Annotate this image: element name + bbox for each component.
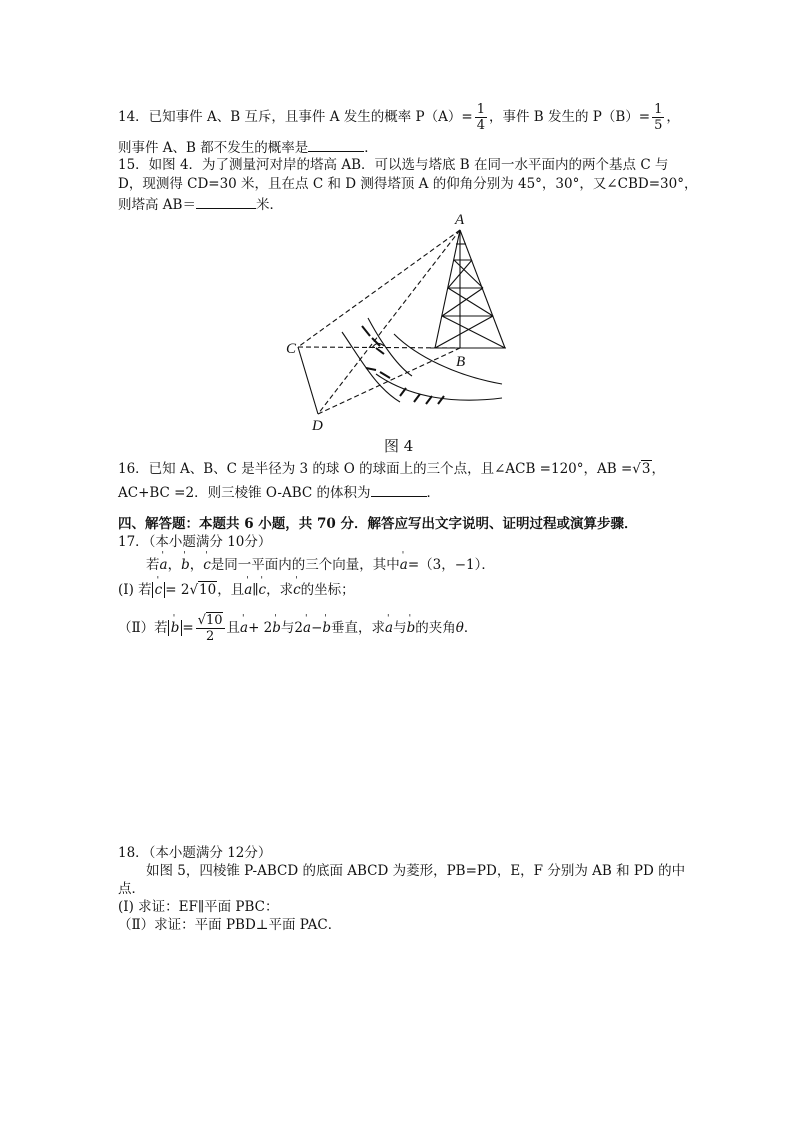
vector-a-2: ' a [400, 556, 408, 574]
q15-line1: 15．如图 4．为了测量河对岸的塔高 AB．可以选与塔底 B 在同一水平面内的两个基点 C 与 [118, 157, 669, 173]
q16-text-3: AC+BC =2．则三棱锥 O-ABC 的体积为 [118, 485, 371, 501]
q15-answer-blank[interactable] [196, 194, 256, 209]
q18-header: 18．（本小题满分 12分） [118, 845, 272, 861]
q15-line3 [118, 194, 283, 214]
q15-line2: D，现测得 CD=30 米，且在点 C 和 D 测得塔顶 A 的仰角分别为 45°，30°，又∠CBD=30°， [118, 176, 698, 192]
vector-b: ' b [181, 556, 190, 574]
line-AD [318, 230, 460, 414]
q17-sqrt10: √10 [189, 582, 217, 598]
section4-heading: 四、解答题：本题共 6 小题，共 70 分．解答应写出文字说明、证明过程或演算步骤． [118, 516, 638, 532]
q17-p1-label: (I) 若 [118, 582, 152, 598]
q17-p2-den: 2 [196, 628, 225, 644]
q14-fraction-pb [652, 102, 664, 133]
q17-p2-a2: ' a [303, 609, 311, 647]
q17-p2-eq: = [182, 620, 194, 636]
river-bank-right [394, 334, 502, 384]
vector-c: ' c [203, 556, 211, 574]
q17-abs-b [168, 620, 183, 636]
q14-frac2-num: 1 [654, 102, 663, 117]
q17-p1-c3: ' c [293, 581, 301, 599]
q16-answer-blank[interactable] [371, 482, 427, 497]
line-AC [298, 230, 460, 347]
q17-sqrt10-val: 10 [199, 582, 217, 598]
tower-diagram [280, 208, 520, 458]
line-CD [298, 347, 318, 414]
figure-4 [280, 208, 520, 462]
q14-line1 [118, 100, 680, 134]
q14-text-2: ，事件 B 发生的 P（B）= [488, 109, 651, 125]
q17-p1-a: ' a [244, 581, 252, 599]
q17-p2-num-val: 10 [205, 613, 223, 628]
q17-p2-b4: ' b [407, 609, 416, 647]
q17-stem-mid: 是同一平面内的三个向量，其中 [210, 557, 400, 573]
q17-p2-period: ． [463, 620, 478, 636]
q15-text-3: 则塔高 AB＝ [118, 197, 196, 213]
q17-p1-eq: = 2 [165, 582, 190, 598]
q17-p2-theta: θ [455, 620, 464, 636]
q17-p2-b3: ' b [322, 609, 331, 647]
q17-abs-c [152, 582, 166, 598]
q14-answer-blank[interactable] [308, 137, 364, 152]
q16-text-1: 16．已知 A、B、C 是半径为 3 的球 O 的球面上的三个点，且∠ACB =120°，AB = [118, 461, 633, 477]
label-A: A [455, 212, 465, 228]
label-B: B [456, 354, 466, 370]
q17-p1-par: ∥ [252, 582, 259, 598]
q17-p1-c: ' c [155, 582, 163, 598]
q17-p2-num: √10 [197, 613, 223, 628]
q17-p2-b: ' b [171, 620, 180, 636]
q17-p2-plus: + 2 [248, 620, 273, 636]
q18-line1: 如图 5，四棱锥 P-ABCD 的底面 ABCD 为菱形，PB=PD，E，F 分别为 AB 和 PD 的中 [146, 863, 686, 879]
q14-frac2-den: 5 [654, 118, 663, 133]
q17-ruo: 若 [146, 557, 160, 573]
tower-left-edge [435, 230, 460, 348]
q17-p1-ask: ，求 [266, 582, 294, 598]
q18-part2: （Ⅱ）求证：平面 PBD⊥平面 PAC． [118, 917, 342, 933]
q17-p2-and: 且 [226, 620, 240, 636]
q17-p2-a3: ' a [385, 609, 393, 647]
q16-text-4: ． [426, 485, 441, 501]
q17-comma-2: ， [189, 557, 204, 573]
q16-line2 [118, 482, 440, 502]
vector-a: ' a [160, 556, 168, 574]
river-hatching [362, 326, 444, 404]
q17-p2-fraction [196, 613, 225, 644]
q14-fraction-pa [475, 102, 487, 133]
river-bank-left [342, 332, 400, 402]
q14-text-1: 14．已知事件 A、B 互斥，且事件 A 发生的概率 P（A）= [118, 109, 473, 125]
q14-text-5: ． [364, 140, 378, 156]
q18-line2: 点． [118, 881, 145, 897]
q17-p2-perp: 垂直，求 [331, 620, 386, 636]
q14-frac1-num: 1 [476, 102, 485, 117]
q17-part1 [118, 581, 355, 599]
q16-text-2: ， [651, 461, 665, 477]
q16-sqrt-value: 3 [641, 461, 651, 477]
q17-p2-minus: − [311, 620, 323, 636]
q18-part1: (I) 求证：EF∥平面 PBC： [118, 899, 279, 915]
q14-text-4: 则事件 A、B 都不发生的概率是 [118, 140, 309, 156]
label-C: C [286, 341, 297, 357]
q14-line2 [118, 137, 378, 157]
q17-comma-1: ， [167, 557, 182, 573]
q17-header: 17．（本小题满分 10分） [118, 534, 272, 550]
q16-line1 [118, 460, 665, 478]
q17-p2-with: 与2 [280, 620, 304, 636]
q17-part2 [118, 609, 477, 647]
q17-p2-yu: 与 [393, 620, 407, 636]
q17-p2-b2: ' b [272, 609, 281, 647]
q17-p1-end: 的坐标； [300, 582, 355, 598]
q16-sqrt3: √3 [632, 461, 651, 477]
q17-p1-c2: ' c [259, 581, 267, 599]
q17-p2-label: （Ⅱ）若 [118, 620, 168, 636]
q14-frac1-den: 4 [476, 118, 485, 133]
q14-text-3: ， [666, 109, 680, 125]
q15-text-4: 米． [255, 197, 283, 213]
label-D: D [312, 418, 323, 434]
figure-caption: 图 4 [384, 437, 414, 455]
q17-p1-and: ，且 [217, 582, 245, 598]
q17-stem-val: =（3，−1）． [407, 557, 495, 573]
q17-p2-end: 的夹角 [415, 620, 456, 636]
q17-stem [146, 556, 495, 574]
q17-p2-a: ' a [240, 609, 248, 647]
